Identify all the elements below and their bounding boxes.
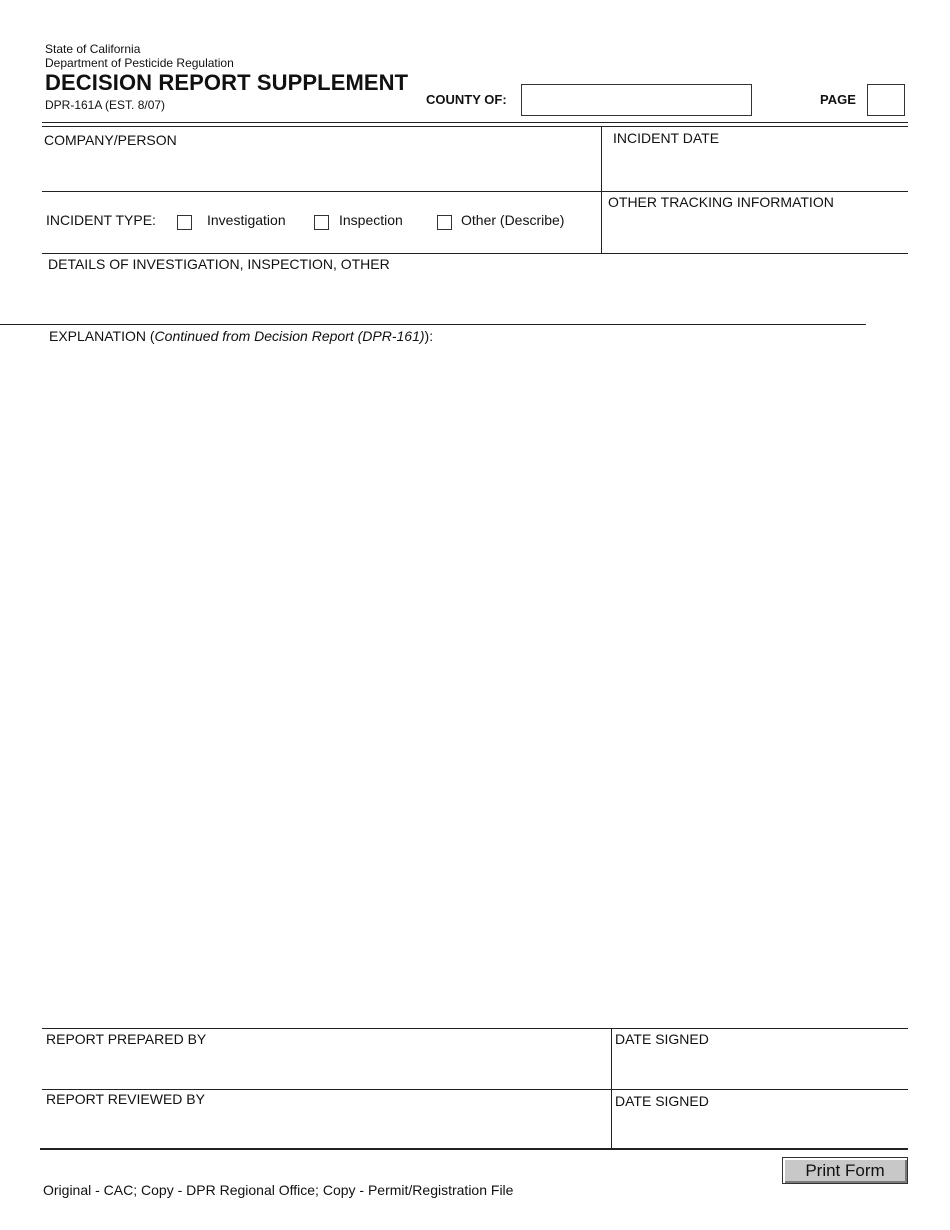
agency-department: Department of Pesticide Regulation <box>45 56 234 70</box>
print-form-button[interactable]: Print Form <box>782 1157 908 1184</box>
form-number: DPR-161A (EST. 8/07) <box>45 98 166 112</box>
explanation-textarea[interactable] <box>42 348 908 1018</box>
date-signed-label-2: DATE SIGNED <box>615 1093 709 1109</box>
explanation-label <box>49 328 433 344</box>
incident-date-label: INCIDENT DATE <box>613 130 720 146</box>
investigation-label: Investigation <box>207 212 286 228</box>
explanation-label-prefix: EXPLANATION ( <box>49 328 155 344</box>
page-label: PAGE <box>820 92 856 107</box>
other-tracking-field[interactable] <box>605 212 905 250</box>
other-tracking-label: OTHER TRACKING INFORMATION <box>608 194 834 210</box>
row-rule-1 <box>42 191 908 192</box>
signature-rule-bottom <box>40 1148 908 1150</box>
explanation-label-suffix: ): <box>424 328 434 344</box>
county-label: COUNTY OF: <box>426 92 507 107</box>
row-rule-3 <box>0 324 866 325</box>
incident-type-label: INCIDENT TYPE: <box>46 212 156 228</box>
date-signed-label-1: DATE SIGNED <box>615 1031 709 1047</box>
company-person-label: COMPANY/PERSON <box>44 132 177 148</box>
inspection-checkbox[interactable] <box>314 215 329 230</box>
reviewed-by-label: REPORT REVIEWED BY <box>46 1091 205 1107</box>
incident-date-field[interactable] <box>605 148 905 190</box>
details-label: DETAILS OF INVESTIGATION, INSPECTION, OTHER <box>48 256 390 272</box>
details-field[interactable] <box>42 274 866 322</box>
county-input[interactable] <box>521 84 752 116</box>
distribution-note: Original - CAC; Copy - DPR Regional Office; Copy - Permit/Registration File <box>43 1182 514 1198</box>
inspection-label: Inspection <box>339 212 403 228</box>
row-rule-2 <box>42 253 908 254</box>
signature-rule-top <box>42 1028 908 1029</box>
section1-divider <box>601 127 602 253</box>
explanation-label-italic: Continued from Decision Report (DPR-161) <box>154 328 425 344</box>
date-signed-field-1[interactable] <box>614 1048 906 1088</box>
other-describe-label: Other (Describe) <box>461 212 565 228</box>
header-rule-top <box>42 122 908 123</box>
company-person-field[interactable] <box>42 148 600 190</box>
prepared-by-label: REPORT PREPARED BY <box>46 1031 207 1047</box>
form-title: DECISION REPORT SUPPLEMENT <box>45 70 409 95</box>
page-input[interactable] <box>867 84 905 116</box>
header-rule-bottom <box>42 126 908 127</box>
date-signed-field-2[interactable] <box>614 1110 906 1148</box>
investigation-checkbox[interactable] <box>177 215 192 230</box>
prepared-by-field[interactable] <box>42 1048 608 1088</box>
other-describe-checkbox[interactable] <box>437 215 452 230</box>
agency-state: State of California <box>45 42 141 56</box>
reviewed-by-field[interactable] <box>42 1108 608 1148</box>
signature-rule-middle <box>42 1089 908 1090</box>
